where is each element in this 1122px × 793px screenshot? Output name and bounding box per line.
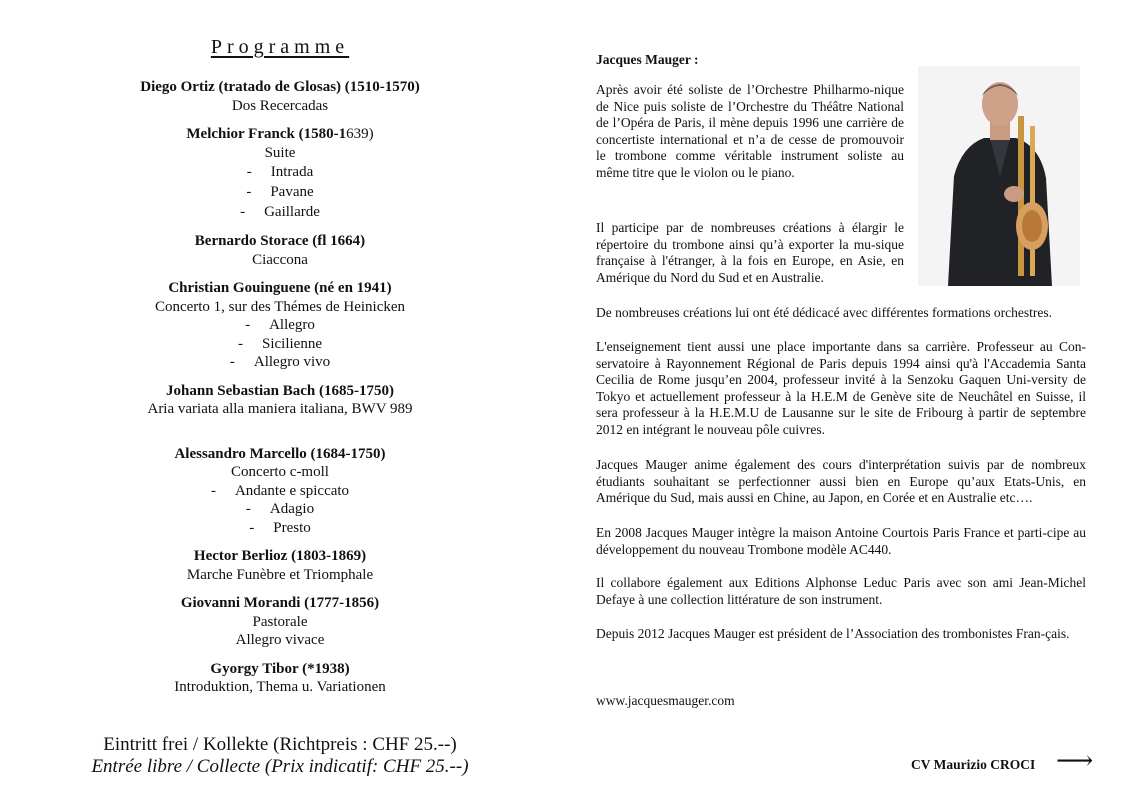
biography-page	[596, 0, 1094, 793]
movement-title: Allegro vivo	[253, 354, 331, 370]
work-title: Allegro vivace	[235, 632, 325, 648]
work-title: Concerto 1, sur des Thémes de Heinicken	[154, 298, 406, 315]
bio-paragraph: L'enseignement tient aussi une place importante dans sa carrière. Professeur au Con-servatoire à Rayonnement Régional de Paris depuis 1994 ainsi qu'à l'Accademia Santa Cecilia de Rome jusqu’en 2004, professeur invité à la Senzoku Gaquen Uni-versity de Tokyo et actuellement professeur à la H.E.M de Genève site de Neuchâtel en Suisse, il sera professeur à la H.E.M.U de Lausanne sur le site de Fribourg à partir de septembre 2012 en intégrant le nouveau pôle cuivres.	[596, 339, 1086, 437]
bio-paragraph: Jacques Mauger anime également des cours d'interprétation suivis par de nombreux étudiants souhaitant se perfectionner aussi bien en Europe qu’aux Etats-Unis, en Amérique du Sud, mais aussi en Chine, au Japon, en Corée et en Australie etc….	[596, 457, 1086, 506]
cv-next-label: CV Maurizio CROCI	[911, 757, 1036, 772]
portrait-photo	[918, 66, 1080, 286]
movement	[60, 182, 500, 202]
movement	[60, 519, 500, 538]
programme-list	[60, 78, 500, 697]
bio-paragraph: Après avoir été soliste de l’Orchestre Philharmo-nique de Nice puis soliste de l’Orchestre du Théâtre National de l’Opéra de Paris, il mène depuis 1996 une carrière de concertiste international et n’a de cesse de promouvoir le trombone comme véritable instrument soliste au même titre que le violon ou le piano.	[596, 82, 904, 180]
composer-name-main: Melchior Franck (1580-1	[186, 126, 347, 142]
movement-title: Adagio	[269, 501, 315, 517]
composer-name: Johann Sebastian Bach (1685-1750)	[166, 382, 394, 399]
piece	[60, 78, 500, 115]
admission-footer	[60, 734, 500, 778]
composer-name: Giovanni Morandi (1777-1856)	[180, 595, 380, 611]
work-title: Concerto c-moll	[231, 464, 329, 480]
website-link[interactable]: www.jacquesmauger.com	[596, 693, 735, 708]
movement-dash: -	[240, 204, 246, 220]
composer-name: Christian Gouinguene (né en 1941)	[168, 280, 392, 296]
work-title: Introduktion, Thema u. Variationen	[174, 679, 386, 695]
movement	[60, 316, 500, 335]
admission-german: Eintritt frei / Kollekte (Richtpreis : CHF 25.--)	[103, 734, 457, 755]
movement	[60, 335, 500, 354]
movement-dash: -	[245, 501, 251, 517]
movement	[60, 202, 500, 222]
composer-name: Diego Ortiz (tratado de Glosas) (1510-1570)	[140, 79, 420, 95]
movement-dash: -	[246, 184, 252, 200]
arrow-right-icon[interactable]: ⟶	[1056, 746, 1094, 775]
portrait-illustration	[918, 66, 1080, 286]
composer-name	[60, 125, 500, 144]
movement-dash: -	[229, 354, 235, 370]
movement-dash: -	[246, 164, 252, 180]
bio-paragraph: Depuis 2012 Jacques Mauger est président de l’Association des trombonistes Fran-çais.	[596, 626, 1070, 641]
bio-paragraph: De nombreuses créations lui ont été dédicacé avec différentes formations orchestres.	[596, 305, 1052, 320]
admission-french: Entrée libre / Collecte (Prix indicatif: CHF 25.--)	[91, 756, 469, 777]
bio-paragraph: Il participe par de nombreuses créations à élargir le répertoire du trombone ainsi qu’à exporter la mu-sique française à l'étranger, à la fois en Europe, en Asie, en Amérique du Nord du Sud et en Australie.	[596, 220, 904, 285]
composer-name: Hector Berlioz (1803-1869)	[193, 548, 367, 564]
programme-title: Programme	[210, 36, 350, 58]
piece	[60, 279, 500, 372]
movement-title: Andante e spiccato	[234, 482, 350, 499]
movement-title: Pavane	[270, 184, 314, 200]
work-title: Ciaccona	[252, 251, 308, 268]
movement	[60, 353, 500, 372]
bio-paragraph: Il collabore également aux Editions Alphonse Leduc Paris avec son ami Jean-Michel Defaye à une collection littérature de son instrument.	[596, 575, 1086, 607]
movement	[60, 482, 500, 501]
piece	[60, 445, 500, 538]
work-title: Pastorale	[252, 613, 308, 630]
movement-title: Intrada	[270, 164, 314, 180]
movement-dash: -	[238, 335, 243, 352]
movement-title: Presto	[273, 519, 311, 536]
movement-dash: -	[210, 482, 216, 499]
movement-title: Sicilienne	[262, 335, 322, 352]
movement-title: Allegro	[269, 317, 315, 333]
piece	[60, 660, 500, 697]
bio-paragraph: En 2008 Jacques Mauger intègre la maison Antoine Courtois Paris France et parti-cipe au développement du nouveau Trombone modèle AC440.	[596, 525, 1086, 557]
programme-page	[60, 0, 500, 793]
movement	[60, 162, 500, 182]
composer-name-tail: 639)	[346, 126, 374, 142]
composer-name: Bernardo Storace (fl 1664)	[194, 233, 366, 249]
piece	[60, 382, 500, 419]
work-title: Suite	[264, 144, 296, 161]
movement-dash: -	[249, 519, 255, 536]
bio-heading: Jacques Mauger :	[596, 52, 699, 67]
piece	[60, 547, 500, 584]
movement	[60, 500, 500, 519]
work-title: Dos Recercadas	[231, 97, 329, 114]
movement-title: Gaillarde	[264, 204, 320, 220]
piece	[60, 594, 500, 650]
work-title: Marche Funèbre et Triomphale	[186, 566, 374, 583]
movement-dash: -	[245, 317, 251, 333]
composer-name: Gyorgy Tibor (*1938)	[210, 660, 350, 677]
composer-name: Alessandro Marcello (1684-1750)	[174, 445, 386, 462]
piece	[60, 125, 500, 222]
work-title: Aria variata alla maniera italiana, BWV 989	[147, 401, 413, 417]
piece	[60, 232, 500, 269]
